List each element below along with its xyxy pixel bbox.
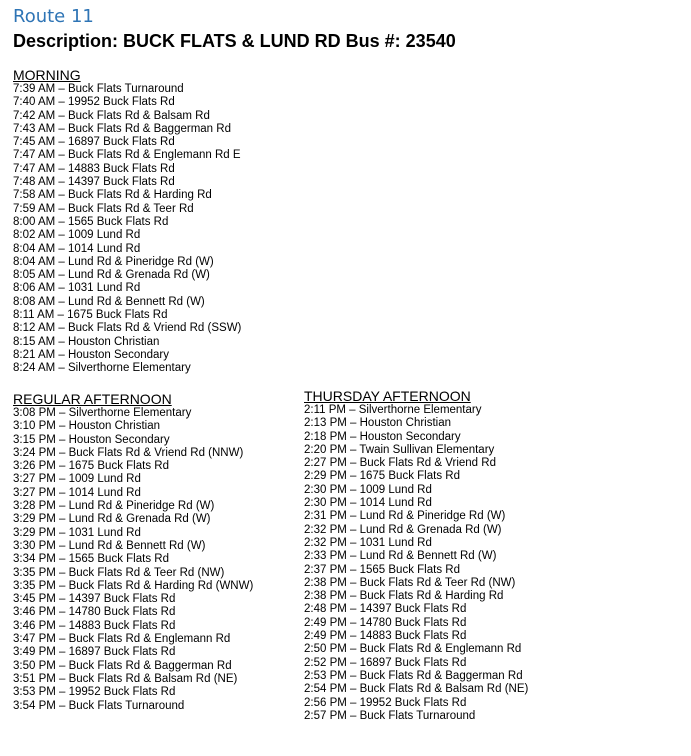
stop-entry: 3:10 PM – Houston Christian (13, 420, 161, 433)
stop-entry: 2:48 PM – 14397 Buck Flats Rd (304, 603, 467, 616)
stop-entry: 2:18 PM – Houston Secondary (304, 430, 461, 443)
stop-entry: 2:52 PM – 16897 Buck Flats Rd (304, 656, 467, 669)
stop-entry: 2:38 PM – Buck Flats Rd & Teer Rd (NW) (304, 576, 516, 589)
stop-entry: 3:51 PM – Buck Flats Rd & Balsam Rd (NE) (13, 672, 238, 685)
stop-entry: 7:58 AM – Buck Flats Rd & Harding Rd (13, 189, 212, 202)
stop-entry: 3:49 PM – 16897 Buck Flats Rd (13, 646, 176, 659)
morning-stop-list (13, 83, 241, 376)
stop-entry: 3:53 PM – 19952 Buck Flats Rd (13, 686, 176, 699)
stop-entry: 3:28 PM – Lund Rd & Pineridge Rd (W) (13, 500, 215, 513)
stop-entry: 2:30 PM – 1009 Lund Rd (304, 483, 432, 496)
stop-entry: 2:57 PM – Buck Flats Turnaround (304, 709, 476, 722)
stop-entry: 7:42 AM – Buck Flats Rd & Balsam Rd (13, 109, 210, 122)
stop-entry: 2:49 PM – 14780 Buck Flats Rd (304, 616, 467, 629)
stop-entry: 3:46 PM – 14883 Buck Flats Rd (13, 619, 176, 632)
stop-entry: 2:20 PM – Twain Sullivan Elementary (304, 443, 495, 456)
stop-entry: 8:24 AM – Silverthorne Elementary (13, 362, 191, 375)
stop-entry: 2:53 PM – Buck Flats Rd & Baggerman Rd (304, 669, 523, 682)
stop-entry: 2:49 PM – 14883 Buck Flats Rd (304, 630, 467, 643)
route-title: Route 11 (13, 6, 94, 27)
morning-section (13, 68, 241, 376)
stop-entry: 3:47 PM – Buck Flats Rd & Englemann Rd (13, 633, 231, 646)
stop-entry: 2:54 PM – Buck Flats Rd & Balsam Rd (NE) (304, 683, 529, 696)
stop-entry: 3:34 PM – 1565 Buck Flats Rd (13, 553, 169, 566)
stop-entry: 3:29 PM – 1031 Lund Rd (13, 526, 141, 539)
stop-entry: 7:47 AM – 14883 Buck Flats Rd (13, 162, 175, 175)
thursday-afternoon-stop-list (304, 404, 528, 723)
stop-entry: 3:27 PM – 1014 Lund Rd (13, 486, 141, 499)
route-description: Description: BUCK FLATS & LUND RD Bus #: 23540 (13, 31, 456, 51)
stop-entry: 2:31 PM – Lund Rd & Pineridge Rd (W) (304, 510, 506, 523)
stop-entry: 8:11 AM – 1675 Buck Flats Rd (13, 309, 168, 322)
stop-entry: 7:40 AM – 19952 Buck Flats Rd (13, 96, 175, 109)
stop-entry: 3:08 PM – Silverthorne Elementary (13, 407, 192, 419)
stop-entry: 2:32 PM – Lund Rd & Grenada Rd (W) (304, 523, 502, 536)
stop-entry: 3:46 PM – 14780 Buck Flats Rd (13, 606, 176, 619)
stop-entry: 2:13 PM – Houston Christian (304, 417, 452, 430)
regular-afternoon-heading: REGULAR AFTERNOON (13, 391, 172, 407)
stop-entry: 2:27 PM – Buck Flats Rd & Vriend Rd (304, 457, 496, 470)
stop-entry: 8:04 AM – Lund Rd & Pineridge Rd (W) (13, 255, 214, 268)
stop-entry: 8:08 AM – Lund Rd & Bennett Rd (W) (13, 295, 205, 308)
stop-entry: 2:11 PM – Silverthorne Elementary (304, 404, 482, 416)
stop-entry: 2:32 PM – 1031 Lund Rd (304, 536, 432, 549)
stop-entry: 8:04 AM – 1014 Lund Rd (13, 242, 141, 255)
stop-entry: 8:12 AM – Buck Flats Rd & Vriend Rd (SSW) (13, 322, 242, 335)
stop-entry: 7:43 AM – Buck Flats Rd & Baggerman Rd (13, 122, 231, 135)
stop-entry: 8:05 AM – Lund Rd & Grenada Rd (W) (13, 269, 210, 282)
stop-entry: 3:45 PM – 14397 Buck Flats Rd (13, 593, 176, 606)
regular-afternoon-section (13, 392, 253, 713)
stop-entry: 3:54 PM – Buck Flats Turnaround (13, 699, 185, 712)
thursday-afternoon-heading: THURSDAY AFTERNOON (304, 388, 471, 404)
stop-entry: 3:35 PM – Buck Flats Rd & Harding Rd (WNW) (13, 579, 254, 592)
stop-entry: 8:00 AM – 1565 Buck Flats Rd (13, 215, 169, 228)
stop-entry: 2:29 PM – 1675 Buck Flats Rd (304, 470, 460, 483)
stop-entry: 3:24 PM – Buck Flats Rd & Vriend Rd (NNW) (13, 446, 244, 459)
stop-entry: 2:37 PM – 1565 Buck Flats Rd (304, 563, 460, 576)
stop-entry: 7:45 AM – 16897 Buck Flats Rd (13, 136, 175, 149)
stop-entry: 7:39 AM – Buck Flats Turnaround (13, 83, 184, 95)
regular-afternoon-stop-list (13, 407, 253, 713)
stop-entry: 3:30 PM – Lund Rd & Bennett Rd (W) (13, 539, 206, 552)
stop-entry: 3:29 PM – Lund Rd & Grenada Rd (W) (13, 513, 211, 526)
morning-heading: MORNING (13, 67, 81, 83)
stop-entry: 7:48 AM – 14397 Buck Flats Rd (13, 176, 175, 189)
stop-entry: 2:56 PM – 19952 Buck Flats Rd (304, 696, 467, 709)
stop-entry: 8:06 AM – 1031 Lund Rd (13, 282, 141, 295)
stop-entry: 3:15 PM – Houston Secondary (13, 433, 170, 446)
stop-entry: 2:33 PM – Lund Rd & Bennett Rd (W) (304, 550, 497, 563)
stop-entry: 3:35 PM – Buck Flats Rd & Teer Rd (NW) (13, 566, 225, 579)
stop-entry: 7:59 AM – Buck Flats Rd & Teer Rd (13, 202, 194, 215)
stop-entry: 8:21 AM – Houston Secondary (13, 348, 169, 361)
thursday-afternoon-section (304, 389, 528, 723)
stop-entry: 3:27 PM – 1009 Lund Rd (13, 473, 141, 486)
stop-entry: 7:47 AM – Buck Flats Rd & Englemann Rd E (13, 149, 241, 162)
stop-entry: 2:50 PM – Buck Flats Rd & Englemann Rd (304, 643, 522, 656)
stop-entry: 8:02 AM – 1009 Lund Rd (13, 229, 141, 242)
stop-entry: 2:30 PM – 1014 Lund Rd (304, 497, 432, 510)
stop-entry: 3:26 PM – 1675 Buck Flats Rd (13, 460, 169, 473)
stop-entry: 8:15 AM – Houston Christian (13, 335, 160, 348)
stop-entry: 2:38 PM – Buck Flats Rd & Harding Rd (304, 590, 504, 603)
stop-entry: 3:50 PM – Buck Flats Rd & Baggerman Rd (13, 659, 232, 672)
